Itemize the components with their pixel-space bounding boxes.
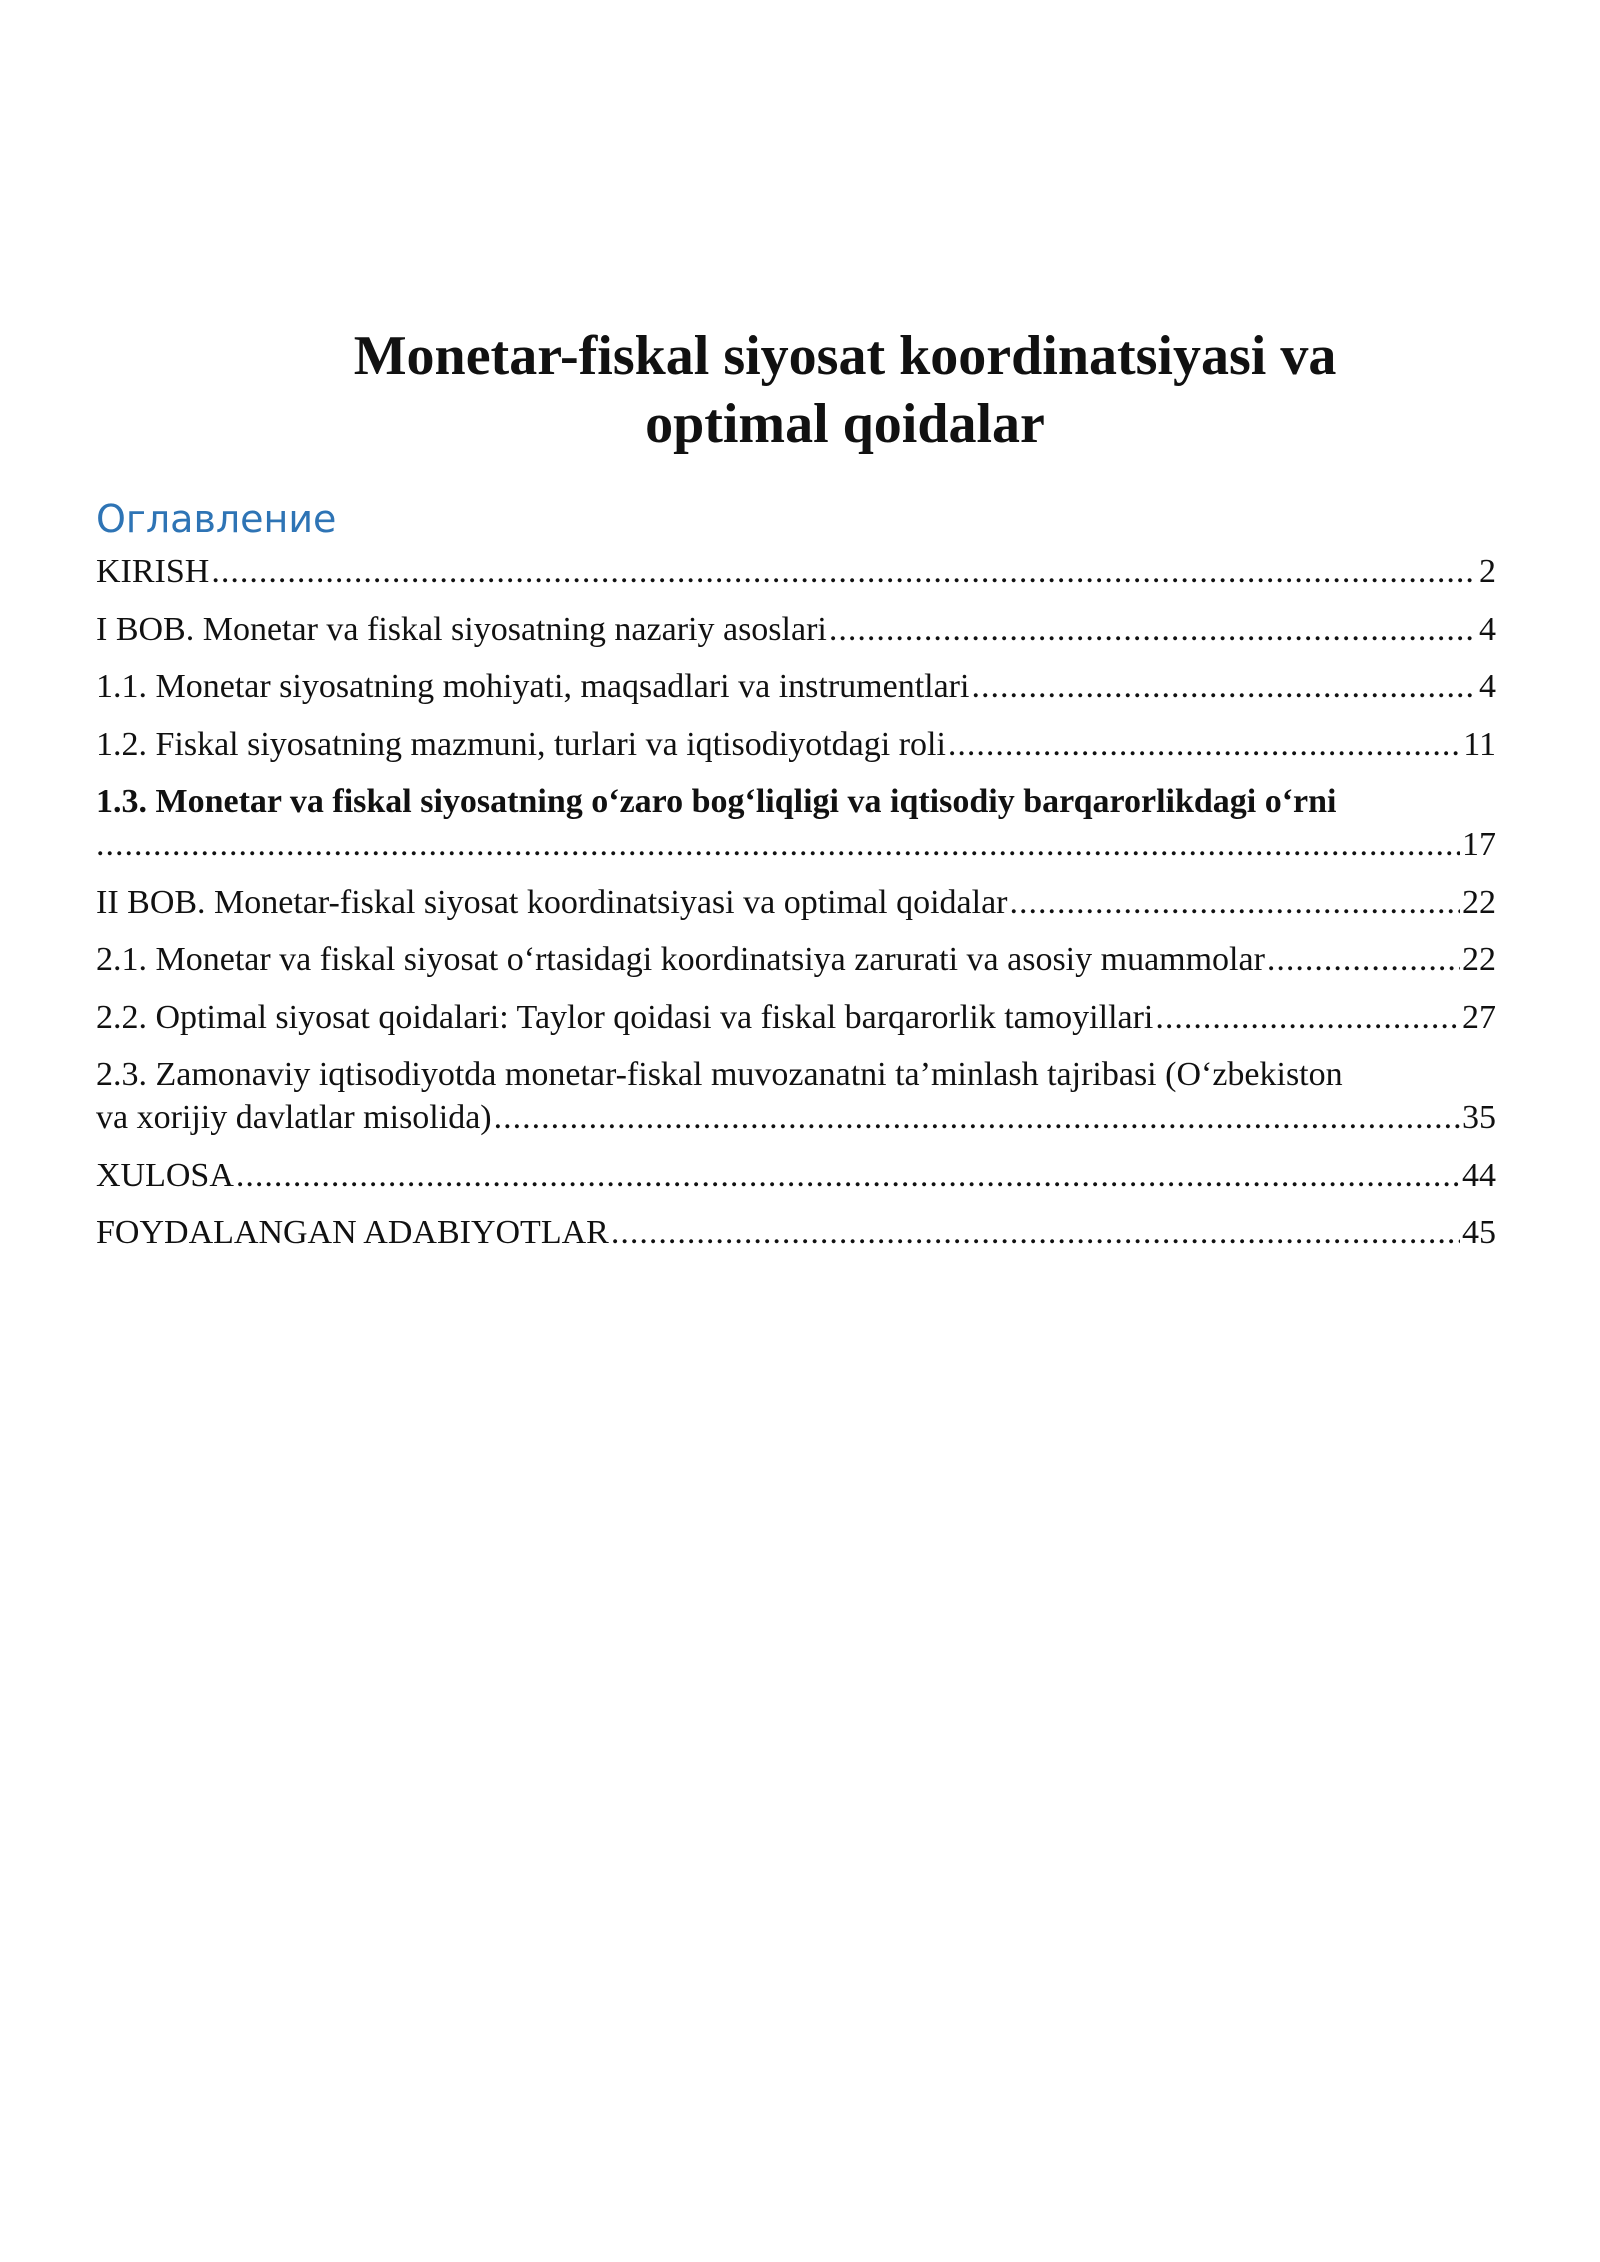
table-of-contents: [96, 550, 1496, 1269]
toc-entry-label: I BOB. Monetar va fiskal siyosatning nazariy asoslari: [96, 610, 827, 648]
dot-leader: [971, 665, 1477, 708]
toc-entry-2-2[interactable]: [96, 996, 1496, 1039]
toc-entry-label: KIRISH: [96, 553, 210, 590]
toc-entry-1-1[interactable]: [96, 665, 1496, 708]
toc-entry-kirish[interactable]: [96, 550, 1496, 593]
dot-leader: [611, 1211, 1460, 1254]
toc-entry-label-line2: va xorijiy davlatlar misolida): [96, 1099, 492, 1136]
toc-entry-page: 22: [1462, 883, 1496, 921]
dot-leader: [948, 723, 1461, 766]
dot-leader: [211, 550, 1477, 593]
toc-entry-label: 2.1. Monetar va fiskal siyosat o‘rtasidagi koordinatsiya zarurati va asosiy muammolar: [96, 941, 1265, 978]
toc-entry-page: 2: [1479, 553, 1496, 590]
toc-entry-page: 4: [1479, 610, 1496, 648]
toc-entry-page: 4: [1479, 668, 1496, 705]
toc-entry-label: II BOB. Monetar-fiskal siyosat koordinatsiyasi va optimal qoidalar: [96, 883, 1008, 921]
toc-entry-page: 17: [1462, 826, 1496, 863]
toc-entry-page: 11: [1463, 725, 1496, 763]
dot-leader: [829, 608, 1477, 651]
toc-entry-bob-2[interactable]: [96, 881, 1496, 924]
dot-leader: [1009, 881, 1460, 924]
toc-entry-label: FOYDALANGAN ADABIYOTLAR: [96, 1214, 609, 1251]
toc-entry-2-3[interactable]: [96, 1053, 1496, 1139]
toc-entry-page: 27: [1462, 998, 1496, 1036]
toc-entry-label: 1.2. Fiskal siyosatning mazmuni, turlari va iqtisodiyotdagi roli: [96, 725, 946, 763]
document-title: Monetar-fiskal siyosat koordinatsiyasi va optimal qoidalar: [353, 325, 1337, 455]
toc-entry-1-2[interactable]: [96, 723, 1496, 766]
toc-entry-page: 35: [1462, 1099, 1496, 1136]
dot-leader: [236, 1154, 1460, 1197]
toc-heading: Оглавление: [96, 497, 337, 541]
toc-entry-label: 1.3. Monetar va fiskal siyosatning o‘zaro bog‘liqligi va iqtisodiy barqarorlikdagi o‘rni: [96, 783, 1337, 820]
toc-entry-page: 22: [1462, 941, 1496, 978]
toc-entry-2-1[interactable]: [96, 938, 1496, 981]
toc-entry-label-line1: 2.3. Zamonaviy iqtisodiyotda monetar-fiskal muvozanatni ta’minlash tajribasi (O‘zbekiston: [96, 1056, 1343, 1093]
toc-entry-page: 45: [1462, 1214, 1496, 1251]
toc-entry-1-3[interactable]: [96, 780, 1496, 866]
toc-entry-label: 2.2. Optimal siyosat qoidalari: Taylor qoidasi va fiskal barqarorlik tamoyillari: [96, 998, 1154, 1036]
toc-entry-label: XULOSA: [96, 1156, 234, 1194]
dot-leader: [494, 1096, 1460, 1139]
toc-entry-page: 44: [1462, 1156, 1496, 1194]
toc-entry-xulosa[interactable]: [96, 1154, 1496, 1197]
toc-entry-bob-1[interactable]: [96, 608, 1496, 651]
dot-leader: [1267, 938, 1460, 981]
dot-leader: [96, 823, 1460, 866]
toc-entry-adabiyotlar[interactable]: [96, 1211, 1496, 1254]
toc-entry-label: 1.1. Monetar siyosatning mohiyati, maqsadlari va instrumentlari: [96, 668, 970, 705]
dot-leader: [1155, 996, 1460, 1039]
